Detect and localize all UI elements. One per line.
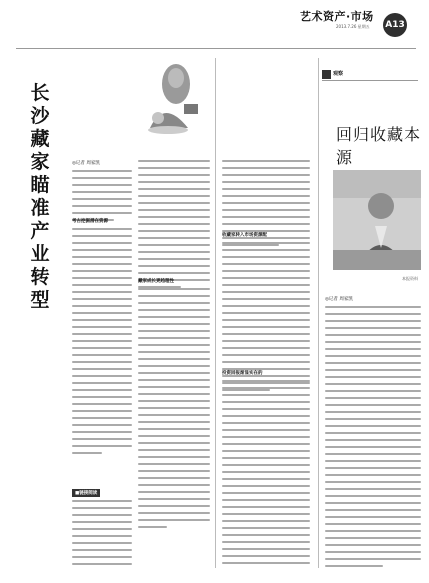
body-text-col1-b (72, 228, 132, 459)
speaker-photo (333, 170, 421, 270)
sidebar-body-text (325, 306, 421, 572)
header-rule (16, 48, 416, 49)
photo-caption: 本报资料 (402, 276, 418, 281)
section-heading: 投资回报渐显实在的 (222, 371, 263, 376)
article-byline: ◎记者 周家凯 (72, 161, 100, 166)
body-text-col3-c (222, 380, 310, 569)
section-heading: 考古挖掘潜在资源 (72, 219, 108, 224)
article-illustration (72, 58, 200, 136)
column-marker-icon (322, 70, 331, 79)
body-text-col2-b (138, 288, 210, 533)
page-header (0, 0, 429, 48)
page-number-badge: A13 (383, 13, 407, 37)
body-text-col2-a (138, 160, 210, 293)
column-divider (318, 58, 319, 568)
sidebar-byline: ◎记者 周家凯 (325, 297, 353, 302)
column-label: 观察 (333, 71, 344, 77)
section-heading: 藏家成长更趋理性 (138, 279, 174, 284)
section-title: 艺术资产·市场 (300, 10, 374, 23)
issue-date: 2013.7.26 星期五 (336, 24, 370, 29)
vertical-headline: 长 沙 藏 家 瞄 准 产 业 转 型 (30, 82, 50, 311)
related-reading-label: ■链接阅读 (72, 489, 100, 497)
body-text-col1-c (72, 500, 132, 570)
section-heading: 收藏家转入市场资源配 (222, 233, 267, 238)
sidebar-title: 回归收藏本源 (336, 125, 422, 167)
column-divider (215, 58, 216, 568)
